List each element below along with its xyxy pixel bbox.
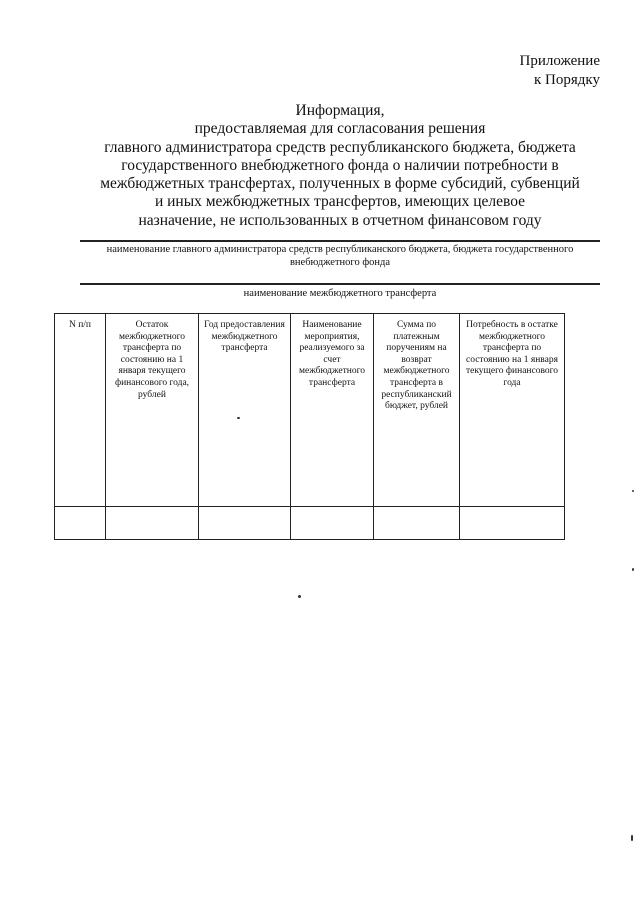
transfer-fill-line (80, 283, 600, 285)
table-header-row (55, 314, 565, 507)
scan-speck (631, 835, 633, 841)
scan-speck (632, 568, 634, 571)
table-row (55, 507, 565, 540)
table-cell[interactable] (460, 507, 565, 540)
column-header-balance: Остаток межбюджетного трансферта по состоянию на 1 января текущего финансового года, рублей (106, 314, 199, 507)
title-line: государственного внебюджетного фонда о наличии потребности в (121, 156, 559, 174)
column-header-need: Потребность в остатке межбюджетного трансферта по состоянию на 1 января текущего финансового года (460, 314, 565, 507)
title-line: предоставляемая для согласования решения (194, 120, 486, 138)
table-cell[interactable] (291, 507, 374, 540)
appendix-label (519, 52, 600, 90)
table-cell[interactable] (55, 507, 106, 540)
title-line: Информация, (295, 102, 385, 119)
title-line: и иных межбюджетных трансфертов, имеющих целевое (154, 193, 526, 211)
table-cell[interactable] (374, 507, 460, 540)
transfer-caption: наименование межбюджетного трансферта (243, 288, 437, 299)
scan-speck (632, 490, 634, 492)
table-cell[interactable] (199, 507, 291, 540)
table-cell[interactable] (106, 507, 199, 540)
column-header-refund-sum: Сумма по платежным поручениям на возврат межбюджетного трансферта в республиканский бюджет, рублей (374, 314, 460, 507)
column-header-activity: Наименование мероприятия, реализуемого за счет межбюджетного трансферта (291, 314, 374, 507)
title-line: назначение, не использованных в отчетном финансовом году (138, 211, 542, 229)
transfer-table (54, 313, 565, 540)
appendix-line-1: Приложение (519, 53, 600, 69)
administrator-fill-line (80, 240, 600, 242)
title-line: межбюджетных трансфертах, полученных в форме субсидий, субвенций (100, 175, 580, 193)
column-header-number: N п/п (55, 314, 106, 507)
scan-speck (237, 417, 240, 419)
scan-speck (298, 595, 301, 598)
appendix-line-2: к Порядку (534, 72, 600, 88)
column-header-year: Год предоставления межбюджетного трансферта (199, 314, 291, 507)
administrator-caption: наименование главного администратора средств республиканского бюджета, бюджета государственного внебюджетного фонда (106, 244, 574, 268)
document-title (60, 102, 620, 230)
title-line: главного администратора средств республиканского бюджета, бюджета (104, 138, 576, 156)
